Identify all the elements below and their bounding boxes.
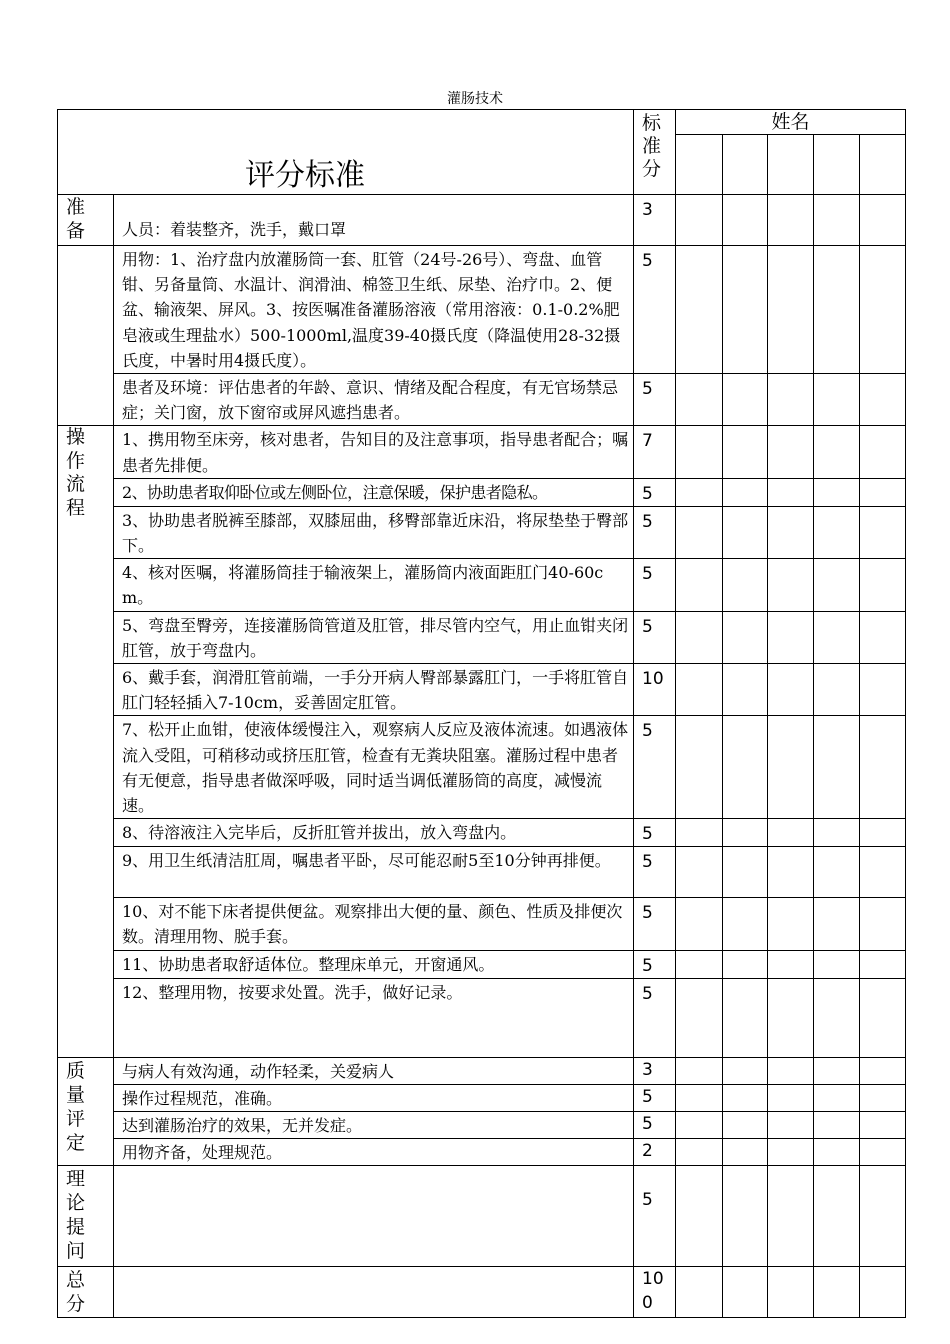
table-row — [58, 1057, 906, 1084]
criteria-cell: 3、协助患者脱裤至膝部，双膝屈曲，移臀部靠近床沿，将尿垫垫于臀部下。 — [114, 506, 634, 558]
score-slot[interactable] — [768, 847, 814, 898]
score-cell: 5 — [634, 506, 676, 558]
score-cell: 5 — [634, 611, 676, 663]
score-slot[interactable] — [676, 195, 723, 246]
table-row — [58, 374, 906, 426]
score-slot[interactable] — [723, 246, 768, 374]
table-row — [58, 898, 906, 950]
score-slot[interactable] — [768, 478, 814, 506]
section-total: 总分 — [58, 1267, 114, 1318]
score-slot[interactable] — [723, 1057, 768, 1084]
score-slot[interactable] — [768, 1139, 814, 1166]
criteria-cell: 2、协助患者取仰卧位或左侧卧位，注意保暖，保护患者隐私。 — [114, 478, 634, 506]
score-slot[interactable] — [860, 1112, 906, 1139]
score-slot[interactable] — [860, 1166, 906, 1267]
criteria-cell: 1、携用物至床旁，核对患者，告知目的及注意事项，指导患者配合；嘱患者先排便。 — [114, 426, 634, 478]
score-slot[interactable] — [860, 1084, 906, 1111]
score-slot[interactable] — [768, 1057, 814, 1084]
score-cell: 5 — [634, 716, 676, 819]
table-row — [58, 611, 906, 663]
table-row — [58, 1267, 906, 1318]
criteria-header — [58, 110, 634, 195]
criteria-cell: 10、对不能下床者提供便盆。观察排出大便的量、颜色、性质及排便次数。清理用物、脱手套。 — [114, 898, 634, 950]
score-cell: 5 — [634, 246, 676, 374]
score-slot[interactable] — [676, 950, 723, 978]
criteria-cell: 8、待溶液注入完毕后，反折肛管并拔出，放入弯盘内。 — [114, 819, 634, 847]
score-slot[interactable] — [723, 478, 768, 506]
score-slot[interactable] — [814, 611, 860, 663]
name-slot[interactable] — [860, 135, 906, 195]
score-slot[interactable] — [676, 478, 723, 506]
score-slot[interactable] — [768, 950, 814, 978]
section-quality: 质量评定 — [58, 1057, 114, 1166]
score-slot[interactable] — [860, 978, 906, 1057]
criteria-cell: 操作过程规范，准确。 — [114, 1084, 634, 1111]
score-slot[interactable] — [723, 978, 768, 1057]
score-cell: 5 — [634, 950, 676, 978]
score-slot[interactable] — [814, 1057, 860, 1084]
criteria-cell: 人员：着装整齐，洗手，戴口罩 — [114, 195, 634, 246]
table-row — [58, 716, 906, 819]
score-slot[interactable] — [814, 478, 860, 506]
score-slot[interactable] — [723, 374, 768, 426]
score-slot[interactable] — [768, 195, 814, 246]
score-slot[interactable] — [676, 559, 723, 611]
table-row — [58, 559, 906, 611]
score-slot[interactable] — [723, 1267, 768, 1318]
score-slot[interactable] — [768, 978, 814, 1057]
score-slot[interactable] — [860, 847, 906, 898]
score-slot[interactable] — [676, 506, 723, 558]
score-slot[interactable] — [723, 195, 768, 246]
criteria-cell: 6、戴手套，润滑肛管前端，一手分开病人臀部暴露肛门，一手将肛管自肛门轻轻插入7-10cm，妥善固定肛管。 — [114, 664, 634, 716]
score-slot[interactable] — [814, 1166, 860, 1267]
score-slot[interactable] — [814, 506, 860, 558]
score-slot[interactable] — [676, 426, 723, 478]
score-slot[interactable] — [814, 195, 860, 246]
score-slot[interactable] — [768, 819, 814, 847]
score-cell: 5 — [634, 478, 676, 506]
criteria-title: 评分标准 — [245, 158, 365, 193]
score-slot[interactable] — [676, 819, 723, 847]
score-slot[interactable] — [860, 559, 906, 611]
section-procedure: 操作流程 — [58, 426, 114, 1057]
table-row — [58, 978, 906, 1057]
score-slot[interactable] — [814, 559, 860, 611]
score-slot[interactable] — [723, 559, 768, 611]
score-slot[interactable] — [814, 716, 860, 819]
score-slot[interactable] — [814, 1267, 860, 1318]
score-slot[interactable] — [860, 611, 906, 663]
score-slot[interactable] — [723, 847, 768, 898]
score-slot[interactable] — [676, 978, 723, 1057]
score-slot[interactable] — [814, 426, 860, 478]
score-slot[interactable] — [768, 1166, 814, 1267]
score-slot[interactable] — [860, 819, 906, 847]
score-slot[interactable] — [860, 950, 906, 978]
table-row — [58, 478, 906, 506]
section-theory: 理论提问 — [58, 1166, 114, 1267]
score-slot[interactable] — [860, 898, 906, 950]
score-slot[interactable] — [676, 246, 723, 374]
table-row — [58, 1084, 906, 1111]
criteria-cell: 4、核对医嘱，将灌肠筒挂于输液架上，灌肠筒内液面距肛门40-60cm。 — [114, 559, 634, 611]
score-slot[interactable] — [768, 611, 814, 663]
table-row — [58, 664, 906, 716]
score-slot[interactable] — [676, 611, 723, 663]
section-prep-continued — [58, 246, 114, 426]
score-slot[interactable] — [814, 374, 860, 426]
score-cell: 3 — [634, 1057, 676, 1084]
score-slot[interactable] — [768, 506, 814, 558]
score-slot[interactable] — [723, 1084, 768, 1111]
score-slot[interactable] — [676, 1267, 723, 1318]
score-cell: 5 — [634, 819, 676, 847]
criteria-cell: 9、用卫生纸清洁肛周，嘱患者平卧，尽可能忍耐5至10分钟再排便。 — [114, 847, 634, 898]
criteria-cell: 患者及环境：评估患者的年龄、意识、情绪及配合程度，有无官场禁忌症；关门窗，放下窗帘或屏风遮挡患者。 — [114, 374, 634, 426]
name-slot[interactable] — [676, 135, 723, 195]
score-cell: 10 — [634, 664, 676, 716]
score-cell: 5 — [634, 374, 676, 426]
name-slot[interactable] — [768, 135, 814, 195]
table-row — [58, 426, 906, 478]
section-prep: 准备 — [58, 195, 114, 246]
name-header: 姓名 — [676, 110, 906, 135]
score-cell: 2 — [634, 1139, 676, 1166]
document-title: 灌肠技术 — [447, 91, 503, 107]
table-row — [58, 1166, 906, 1267]
score-slot[interactable] — [768, 246, 814, 374]
score-slot[interactable] — [860, 664, 906, 716]
score-slot[interactable] — [860, 195, 906, 246]
score-slot[interactable] — [676, 664, 723, 716]
criteria-cell: 达到灌肠治疗的效果，无并发症。 — [114, 1112, 634, 1139]
score-cell: 5 — [634, 847, 676, 898]
score-slot[interactable] — [768, 898, 814, 950]
table-row — [58, 1112, 906, 1139]
score-cell: 5 — [634, 559, 676, 611]
score-slot[interactable] — [814, 950, 860, 978]
table-row — [58, 195, 906, 246]
score-slot[interactable] — [676, 1084, 723, 1111]
score-slot[interactable] — [814, 1139, 860, 1166]
score-slot[interactable] — [860, 1139, 906, 1166]
score-slot[interactable] — [723, 426, 768, 478]
std-score-label: 标准分 — [642, 112, 662, 180]
score-slot[interactable] — [860, 506, 906, 558]
score-slot[interactable] — [768, 426, 814, 478]
score-slot[interactable] — [768, 1084, 814, 1111]
scoring-table — [57, 109, 906, 1318]
score-slot[interactable] — [676, 374, 723, 426]
score-slot[interactable] — [723, 506, 768, 558]
score-slot[interactable] — [768, 374, 814, 426]
table-row — [58, 847, 906, 898]
score-slot[interactable] — [723, 716, 768, 819]
score-slot[interactable] — [860, 478, 906, 506]
score-slot[interactable] — [768, 1112, 814, 1139]
score-slot[interactable] — [723, 1166, 768, 1267]
score-slot[interactable] — [676, 898, 723, 950]
score-cell: 5 — [634, 1166, 676, 1267]
score-slot[interactable] — [814, 847, 860, 898]
score-slot[interactable] — [723, 819, 768, 847]
score-slot[interactable] — [814, 898, 860, 950]
score-slot[interactable] — [676, 1112, 723, 1139]
score-cell: 100 — [634, 1267, 676, 1318]
criteria-cell — [114, 1166, 634, 1267]
table-row — [58, 246, 906, 374]
score-slot[interactable] — [676, 716, 723, 819]
score-cell: 3 — [634, 195, 676, 246]
criteria-cell: 用物齐备，处理规范。 — [114, 1139, 634, 1166]
name-slot[interactable] — [723, 135, 768, 195]
score-slot[interactable] — [768, 716, 814, 819]
score-slot[interactable] — [860, 246, 906, 374]
criteria-cell: 11、协助患者取舒适体位。整理床单元，开窗通风。 — [114, 950, 634, 978]
score-slot[interactable] — [860, 374, 906, 426]
criteria-cell: 与病人有效沟通，动作轻柔，关爱病人 — [114, 1057, 634, 1084]
score-slot[interactable] — [814, 246, 860, 374]
score-slot[interactable] — [860, 1057, 906, 1084]
criteria-cell: 5、弯盘至臀旁，连接灌肠筒管道及肛管，排尽管内空气，用止血钳夹闭肛管，放于弯盘内。 — [114, 611, 634, 663]
table-row — [58, 1139, 906, 1166]
std-score-header — [634, 110, 676, 195]
criteria-cell: 12、整理用物，按要求处置。洗手，做好记录。 — [114, 978, 634, 1057]
name-slot[interactable] — [814, 135, 860, 195]
score-cell: 5 — [634, 898, 676, 950]
score-slot[interactable] — [814, 978, 860, 1057]
score-slot[interactable] — [723, 664, 768, 716]
score-slot[interactable] — [676, 1139, 723, 1166]
score-slot[interactable] — [723, 898, 768, 950]
score-slot[interactable] — [860, 1267, 906, 1318]
criteria-cell: 用物：1、治疗盘内放灌肠筒一套、肛管（24号-26号）、弯盘、血管钳、另备量筒、水温计、润滑油、棉签卫生纸、尿垫、治疗巾。2、便盆、输液架、屏风。3、按医嘱准备灌肠溶液（常用溶液：0.1-0.2%肥皂液或生理盐水）500-1000ml,温度39-40摄氏度（降温使用28-32摄氏度，中暑时用4摄氏度）。 — [114, 246, 634, 374]
score-slot[interactable] — [814, 819, 860, 847]
score-slot[interactable] — [814, 664, 860, 716]
score-slot[interactable] — [723, 1112, 768, 1139]
score-slot[interactable] — [814, 1084, 860, 1111]
score-slot[interactable] — [676, 847, 723, 898]
score-slot[interactable] — [676, 1166, 723, 1267]
score-cell: 5 — [634, 1084, 676, 1111]
criteria-cell: 7、松开止血钳，使液体缓慢注入，观察病人反应及液体流速。如遇液体流入受阻，可稍移动或挤压肛管，检查有无粪块阻塞。灌肠过程中患者有无便意，指导患者做深呼吸，同时适当调低灌肠筒的高度，减慢流速。 — [114, 716, 634, 819]
score-slot[interactable] — [814, 1112, 860, 1139]
table-row — [58, 950, 906, 978]
score-cell: 7 — [634, 426, 676, 478]
score-slot[interactable] — [860, 426, 906, 478]
score-cell: 5 — [634, 978, 676, 1057]
score-slot[interactable] — [676, 1057, 723, 1084]
score-slot[interactable] — [768, 664, 814, 716]
score-cell: 5 — [634, 1112, 676, 1139]
score-slot[interactable] — [723, 611, 768, 663]
table-row — [58, 506, 906, 558]
score-slot[interactable] — [723, 950, 768, 978]
score-slot[interactable] — [768, 559, 814, 611]
criteria-cell — [114, 1267, 634, 1318]
score-slot[interactable] — [723, 1139, 768, 1166]
score-slot[interactable] — [768, 1267, 814, 1318]
table-row — [58, 819, 906, 847]
score-slot[interactable] — [860, 716, 906, 819]
